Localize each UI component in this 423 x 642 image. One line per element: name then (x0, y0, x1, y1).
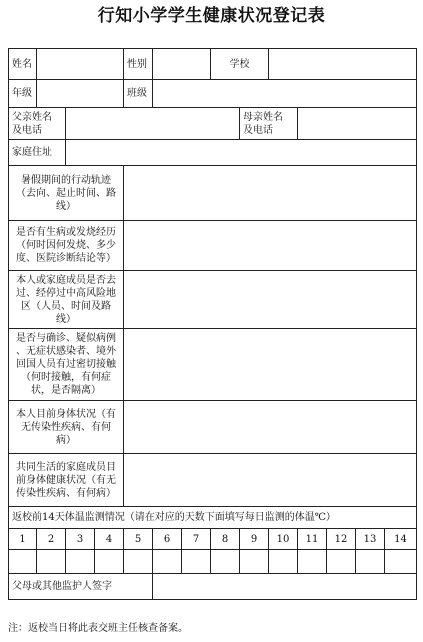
guardian-sign-label: 父母或其他监护人签字 (9, 574, 153, 600)
day-number-cell: 2 (37, 529, 66, 550)
row-illness (9, 221, 417, 271)
name-value[interactable] (37, 49, 124, 80)
row-parents (9, 108, 417, 140)
row-name (9, 49, 417, 80)
contact-value[interactable] (124, 329, 417, 401)
address-label: 家庭住址 (9, 140, 66, 166)
day-number-cell: 6 (153, 529, 182, 550)
temperature-entry-cell[interactable] (298, 550, 327, 574)
class-value[interactable] (153, 80, 417, 108)
self-health-label: 本人目前身体状况（有 无传染性疾病、有何 病） (9, 401, 124, 454)
temperature-entry-cell[interactable] (66, 550, 95, 574)
school-value[interactable] (269, 49, 417, 80)
temperature-entry-cell[interactable] (182, 550, 211, 574)
form-title: 行知小学学生健康状况登记表 (97, 6, 326, 26)
day-number-cell: 13 (356, 529, 385, 550)
temperature-entry-cell[interactable] (153, 550, 182, 574)
day-number-cell: 12 (327, 529, 356, 550)
guardian-sign-value[interactable] (153, 574, 417, 600)
row-address (9, 140, 417, 166)
grade-label: 年级 (9, 80, 37, 108)
day-number-cell: 10 (269, 529, 298, 550)
risk-area-label: 本人或家庭成员是否去 过、经停过中高风险地 区（人员、时间及路 线） (9, 271, 124, 329)
gender-value[interactable] (153, 49, 211, 80)
address-value[interactable] (66, 140, 417, 166)
mother-label: 母亲姓名 及电话 (240, 108, 298, 140)
day-number-cell: 7 (182, 529, 211, 550)
mother-value[interactable] (298, 108, 417, 140)
row-grade (9, 80, 417, 108)
self-health-value[interactable] (124, 401, 417, 454)
day-number-cell: 3 (66, 529, 95, 550)
contact-label: 是否与确诊、疑似病例 、无症状感染者、境外 回国人员有过密切接触 （何时接触，有何症 状，是否隔离） (9, 329, 124, 401)
row-temp-header (9, 507, 417, 529)
grade-value[interactable] (37, 80, 124, 108)
row-risk-area (9, 271, 417, 329)
father-value[interactable] (66, 108, 240, 140)
temperature-entry-cell[interactable] (95, 550, 124, 574)
temperature-entry-cell[interactable] (37, 550, 66, 574)
risk-area-value[interactable] (124, 271, 417, 329)
day-number-cell: 5 (124, 529, 153, 550)
family-health-value[interactable] (124, 454, 417, 507)
temperature-entry-cell[interactable] (9, 550, 37, 574)
temperature-entry-cell[interactable] (240, 550, 269, 574)
family-health-label: 共同生活的家庭成员目 前身体健康状况（有无 传染性疾病、有何病） (9, 454, 124, 507)
class-label: 班级 (124, 80, 153, 108)
holiday-track-value[interactable] (124, 166, 417, 221)
day-number-cell: 1 (9, 529, 37, 550)
row-self-health (9, 401, 417, 454)
gender-label: 性别 (124, 49, 153, 80)
temperature-entry-cell[interactable] (385, 550, 417, 574)
temperature-entry-cell[interactable] (327, 550, 356, 574)
name-label: 姓名 (9, 49, 37, 80)
temperature-entry-cell[interactable] (269, 550, 298, 574)
temperature-entry-cell[interactable] (124, 550, 153, 574)
registration-table (8, 48, 417, 600)
day-number-cell: 9 (240, 529, 269, 550)
illness-label: 是否有生病或发烧经历 （何时因何发烧、多少 度、医院诊断结论等） (9, 221, 124, 271)
row-family-health (9, 454, 417, 507)
row-day-numbers (9, 529, 417, 550)
day-number-cell: 4 (95, 529, 124, 550)
footnote: 注：返校当日将此表交班主任核查备案。 (8, 623, 188, 634)
temperature-entry-cell[interactable] (356, 550, 385, 574)
day-number-cell: 8 (211, 529, 240, 550)
day-number-cell: 11 (298, 529, 327, 550)
temperature-section-header: 返校前14天体温监测情况（请在对应的天数下面填写每日监测的体温℃） (9, 507, 417, 529)
row-guardian-sign (9, 574, 417, 600)
holiday-track-label: 暑假期间的行动轨迹 （去向、起止时间、路 线） (9, 166, 124, 221)
day-number-cell: 14 (385, 529, 417, 550)
row-holiday-track (9, 166, 417, 221)
row-contact (9, 329, 417, 401)
school-label: 学校 (211, 49, 269, 80)
row-temperatures (9, 550, 417, 574)
temperature-entry-cell[interactable] (211, 550, 240, 574)
father-label: 父亲姓名 及电话 (9, 108, 66, 140)
illness-value[interactable] (124, 221, 417, 271)
